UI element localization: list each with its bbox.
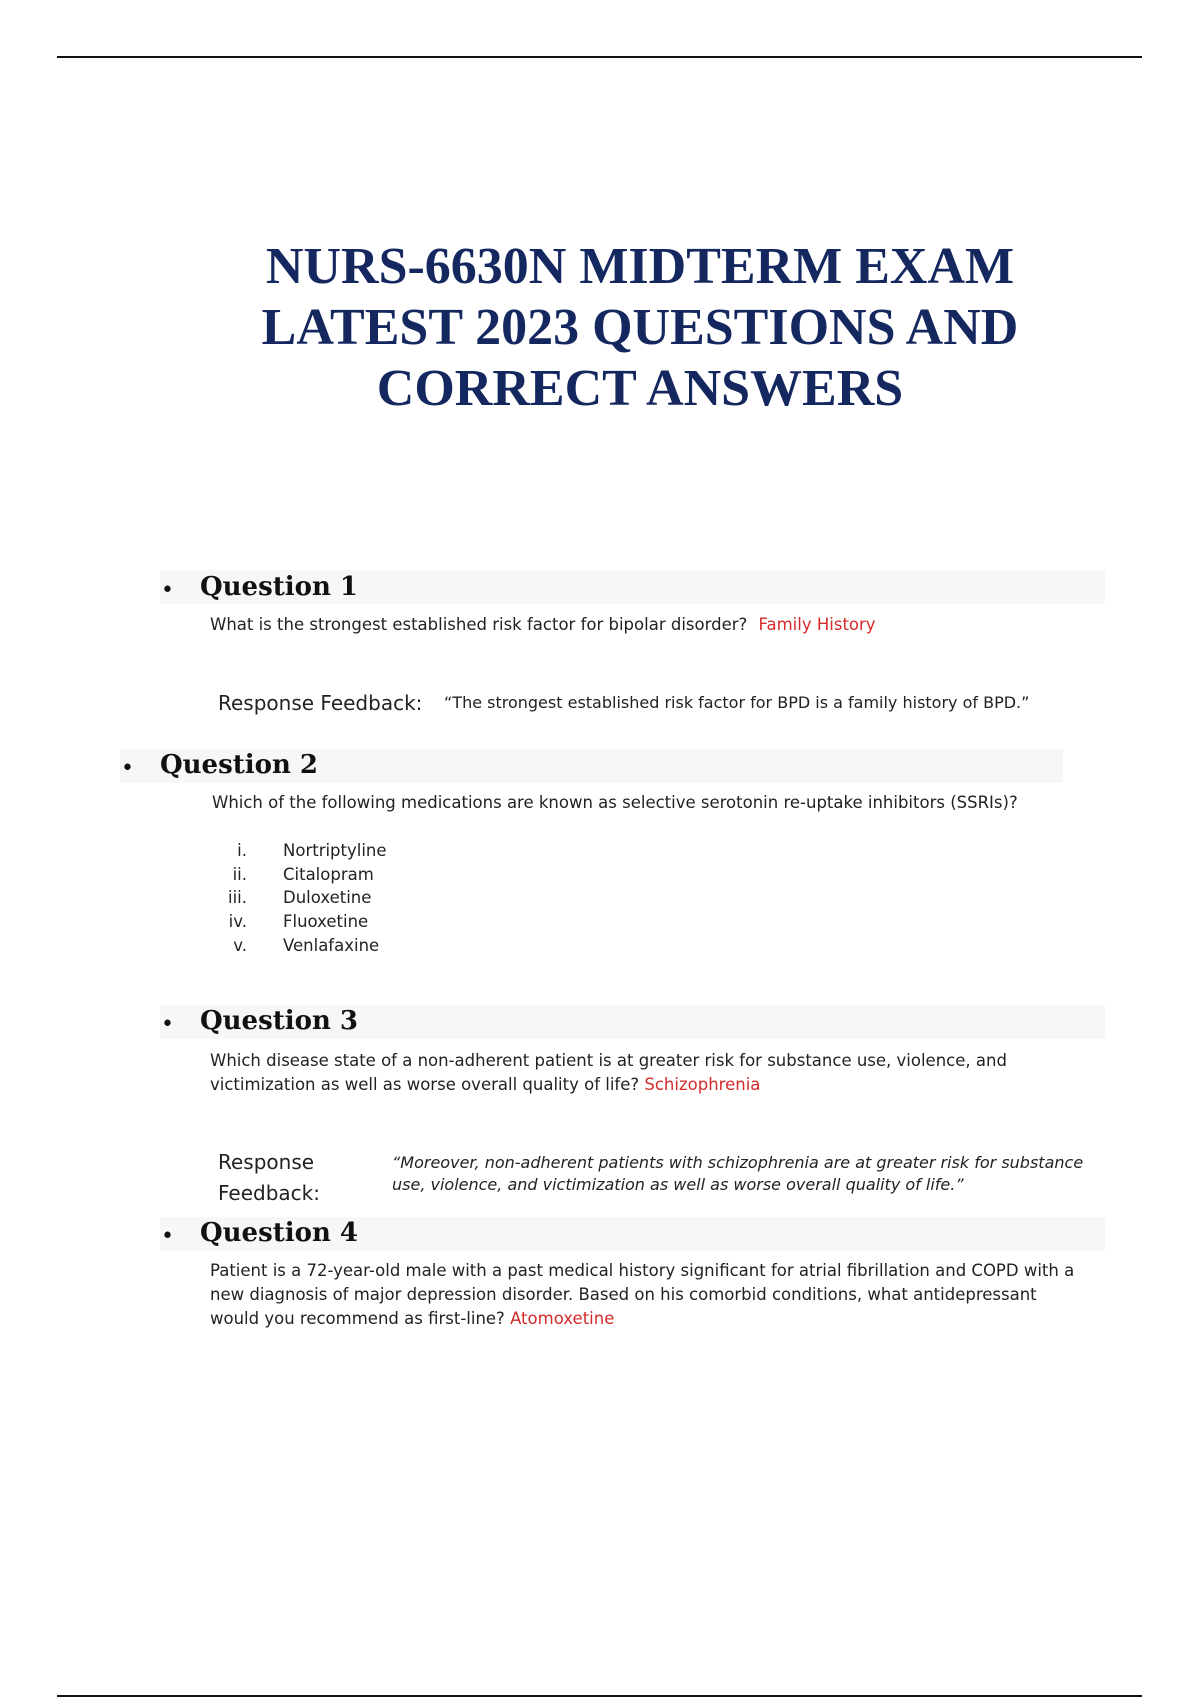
bottom-rule: [57, 1695, 1142, 1697]
option-text: Nortriptyline: [283, 841, 387, 860]
question-4-prompt-end: would you recommend as first-line?: [210, 1309, 505, 1328]
question-3-text-line-2: [210, 1073, 1140, 1097]
question-3-prompt-end: victimization as well as worse overall quality of life?: [210, 1075, 640, 1094]
option-number: iii.: [228, 888, 247, 907]
question-4-text-line-1: Patient is a 72-year-old male with a past medical history significant for atrial fibrillation and COPD with a: [210, 1261, 1075, 1280]
question-1-text: [210, 613, 1110, 637]
option-number: v.: [233, 936, 247, 955]
question-3-feedback-label-line-1: Response: [218, 1150, 315, 1174]
question-4-text-line-2: new diagnosis of major depression disorder. Based on his comorbid conditions, what antidepressant: [210, 1285, 1037, 1304]
question-3-answer: Schizophrenia: [644, 1075, 761, 1094]
question-3-feedback-line-1: “Moreover, non-adherent patients with schizophrenia are at greater risk for substance: [392, 1153, 1084, 1172]
question-3-feedback-label-line-2: Feedback:: [218, 1181, 320, 1205]
question-1-prompt: What is the strongest established risk factor for bipolar disorder?: [210, 615, 748, 634]
question-4-text-line-3: [210, 1307, 1140, 1331]
question-3-heading: Question 3: [200, 1006, 359, 1036]
option-number: ii.: [232, 865, 247, 884]
bullet-icon: •: [161, 1224, 174, 1249]
option-number: iv.: [228, 912, 247, 931]
bullet-icon: •: [121, 756, 134, 781]
question-1-heading: Question 1: [200, 572, 359, 602]
question-4-heading: Question 4: [200, 1218, 359, 1248]
bullet-icon: •: [161, 1012, 174, 1037]
question-4-answer: Atomoxetine: [510, 1309, 615, 1328]
option-text: Fluoxetine: [283, 912, 369, 931]
document-title: [180, 236, 1100, 419]
title-line-3: CORRECT ANSWERS: [376, 360, 904, 417]
question-3-feedback-line-2: use, violence, and victimization as well as worse overall quality of life.”: [392, 1175, 964, 1194]
title-line-1: NURS-6630N MIDTERM EXAM: [265, 238, 1015, 295]
question-2-text: Which of the following medications are known as selective serotonin re-uptake inhibitors (SSRIs)?: [212, 793, 1018, 812]
question-1-feedback-label: Response Feedback:: [218, 691, 423, 715]
option-text: Duloxetine: [283, 888, 372, 907]
question-1-feedback-text: “The strongest established risk factor for BPD is a family history of BPD.”: [444, 693, 1030, 712]
question-2-heading: Question 2: [160, 750, 319, 780]
question-1-answer: Family History: [758, 615, 876, 634]
option-text: Citalopram: [283, 865, 374, 884]
option-text: Venlafaxine: [283, 936, 380, 955]
option-number: i.: [237, 841, 247, 860]
question-3-text-line-1: Which disease state of a non-adherent patient is at greater risk for substance use, violence, and: [210, 1051, 1007, 1070]
title-line-2: LATEST 2023 QUESTIONS AND: [261, 299, 1019, 356]
bullet-icon: •: [161, 578, 174, 603]
top-rule: [57, 56, 1142, 58]
